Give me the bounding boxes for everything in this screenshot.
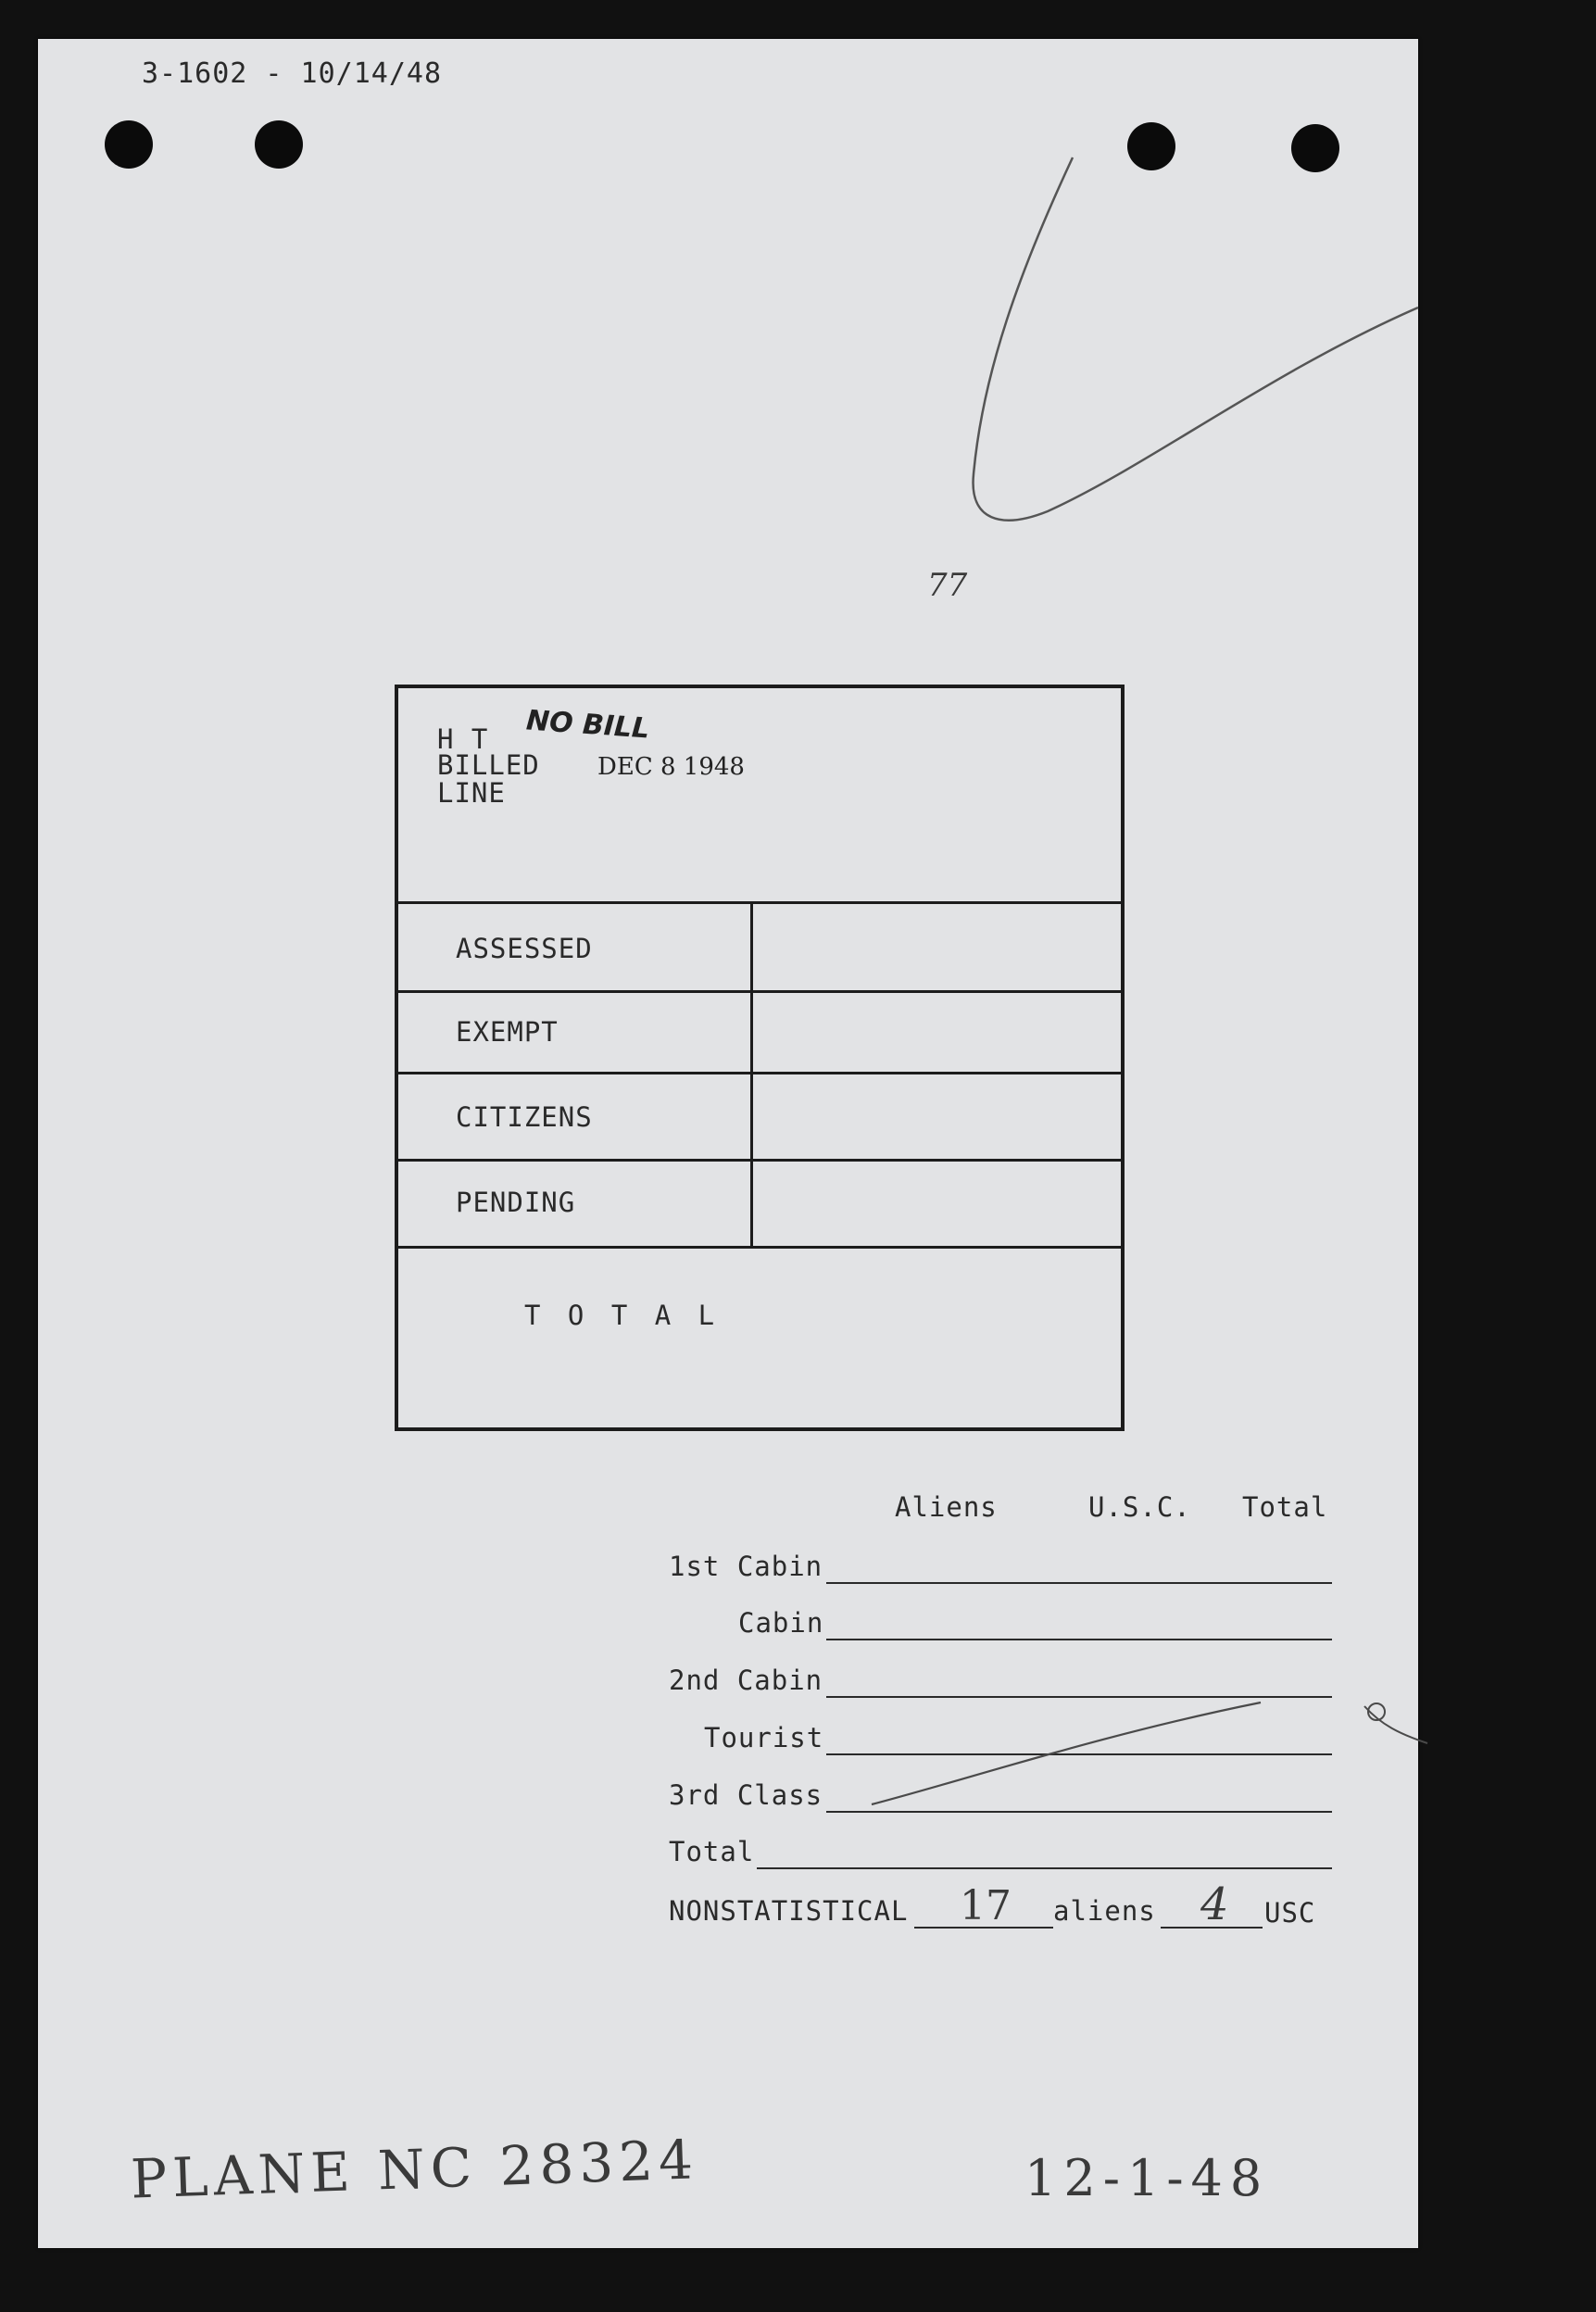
row-label-2nd-cabin: 2nd Cabin: [669, 1665, 823, 1696]
aliens-count: 17: [960, 1882, 1012, 1929]
fee-header-line: LINE: [437, 777, 506, 809]
fee-header-line: H T: [437, 723, 489, 755]
plane-registration: PLANE NC 28324: [130, 2128, 700, 2211]
usc-label: USC: [1264, 1897, 1316, 1929]
form-number: 3-1602 - 10/14/48: [142, 57, 443, 90]
column-header-aliens: Aliens: [895, 1491, 998, 1523]
row-label-assessed: ASSESSED: [456, 933, 593, 964]
column-header-usc: U.S.C.: [1088, 1491, 1191, 1523]
row-label-1st-cabin: 1st Cabin: [669, 1551, 823, 1582]
document-page: [38, 39, 1418, 2248]
fee-header-line: BILLED: [437, 749, 540, 781]
total-label: T O T A L: [524, 1300, 721, 1331]
aliens-label: aliens: [1053, 1895, 1156, 1927]
no-bill-stamp: NO BILL: [524, 704, 651, 746]
row-label-total: Total: [669, 1836, 755, 1867]
row-label-3rd-class: 3rd Class: [669, 1779, 823, 1811]
nonstatistical-label: NONSTATISTICAL: [669, 1895, 909, 1927]
date-stamp: DEC 8 1948: [597, 753, 745, 781]
handwritten-date: 12-1-48: [1024, 2149, 1270, 2207]
row-label-cabin: Cabin: [738, 1607, 824, 1639]
row-label-citizens: CITIZENS: [456, 1101, 593, 1133]
page-mark: 77: [927, 567, 968, 604]
usc-count: 4: [1200, 1878, 1229, 1930]
row-label-exempt: EXEMPT: [456, 1016, 559, 1048]
row-label-pending: PENDING: [456, 1187, 576, 1218]
row-label-tourist: Tourist: [704, 1722, 824, 1753]
column-header-total: Total: [1242, 1491, 1328, 1523]
